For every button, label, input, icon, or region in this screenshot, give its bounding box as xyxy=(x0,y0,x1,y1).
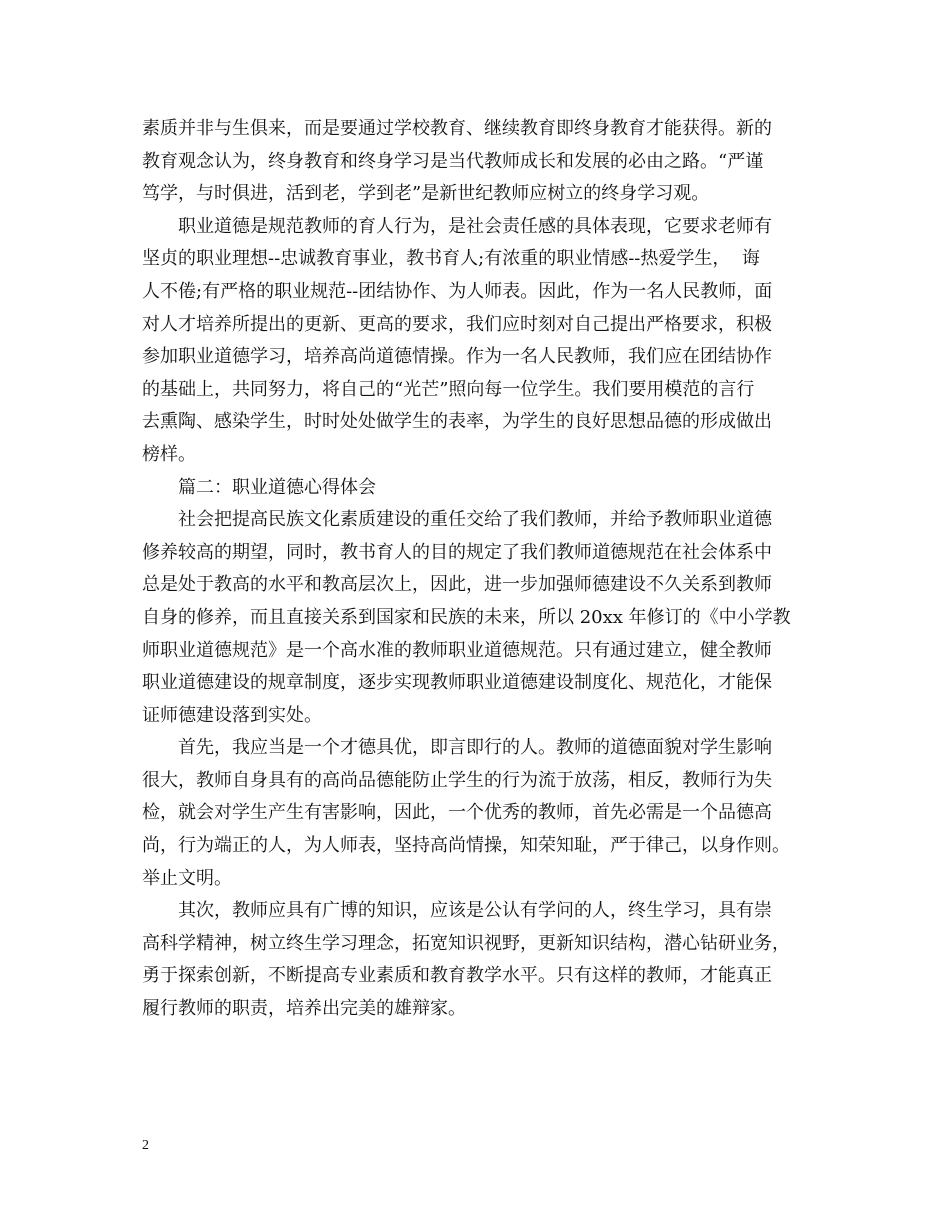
paragraph xyxy=(142,732,822,895)
paragraph xyxy=(142,472,822,505)
text-line: 的基础上，共同努力，将自己的“光芒”照向每一位学生。我们要用模范的言行 xyxy=(142,378,755,400)
paragraph xyxy=(142,211,822,472)
text-line: 修养较高的期望，同时，教书育人的目的规定了我们教师道德规范在社会体系中 xyxy=(142,541,772,563)
text-line: 参加职业道德学习，培养高尚道德情操。作为一名人民教师，我们应在团结协作 xyxy=(142,346,772,368)
text-line: 高科学精神，树立终生学习理念，拓宽知识视野，更新知识结构，潜心钻研业务， xyxy=(142,932,790,954)
text-line: 社会把提高民族文化素质建设的重任交给了我们教师，并给予教师职业道德 xyxy=(178,509,772,531)
text-line: 检，就会对学生产生有害影响，因此，一个优秀的教师，首先必需是一个品德高 xyxy=(142,802,772,824)
text-line: 坚贞的职业理想--忠诚教育事业，教书育人;有浓重的职业情感--热爱学生， 诲 xyxy=(142,248,760,270)
document-body xyxy=(142,113,822,1026)
text-line: 举止文明。 xyxy=(142,867,232,889)
text-line: 其次，教师应具有广博的知识，应该是公认有学问的人，终生学习，具有崇 xyxy=(178,900,772,922)
text-line: 人不倦;有严格的职业规范--团结协作、为人师表。因此，作为一名人民教师，面 xyxy=(142,280,773,302)
text-line: 职业道德是规范教师的育人行为，是社会责任感的具体表现，它要求老师有 xyxy=(178,215,772,237)
paragraph xyxy=(142,504,822,732)
text-line: 职业道德建设的规章制度，逐步实现教师职业道德建设制度化、规范化，才能保 xyxy=(142,672,772,694)
text-line: 勇于探索创新，不断提高专业素质和教育教学水平。只有这样的教师，才能真正 xyxy=(142,965,772,987)
text-line: 证师德建设落到实处。 xyxy=(142,704,322,726)
text-line: 师职业道德规范》是一个高水准的教师职业道德规范。只有通过建立，健全教师 xyxy=(142,639,772,661)
text-line: 笃学，与时俱进，活到老，学到老”是新世纪教师应树立的终身学习观。 xyxy=(142,183,710,205)
text-line: 尚，行为端正的人，为人师表，坚持高尚情操，知荣知耻，严于律己，以身作则。 xyxy=(142,835,790,857)
text-line: 对人才培养所提出的更新、更高的要求，我们应时刻对自己提出严格要求，积极 xyxy=(142,313,772,335)
text-line: 榜样。 xyxy=(142,443,196,465)
page-number: 2 xyxy=(142,1138,149,1153)
text-line: 自身的修养，而且直接关系到国家和民族的未来，所以 20xx 年修订的《中小学教 xyxy=(142,606,791,628)
paragraph xyxy=(142,113,822,211)
paragraph xyxy=(142,895,822,1025)
text-line: 总是处于教高的水平和教高层次上，因此，进一步加强师德建设不久关系到教师 xyxy=(142,574,772,596)
text-line: 很大，教师自身具有的高尚品德能防止学生的行为流于放荡，相反，教师行为失 xyxy=(142,769,772,791)
text-line: 去熏陶、感染学生，时时处处做学生的表率，为学生的良好思想品德的形成做出 xyxy=(142,411,772,433)
text-line: 教育观念认为，终身教育和终身学习是当代教师成长和发展的必由之路。“严谨 xyxy=(142,150,764,172)
text-line: 素质并非与生俱来，而是要通过学校教育、继续教育即终身教育才能获得。新的 xyxy=(142,118,772,139)
text-line: 篇二：职业道德心得体会 xyxy=(178,476,376,498)
text-line: 首先，我应当是一个才德具优，即言即行的人。教师的道德面貌对学生影响 xyxy=(178,737,772,759)
text-line: 履行教师的职责，培养出完美的雄辩家。 xyxy=(142,998,466,1020)
